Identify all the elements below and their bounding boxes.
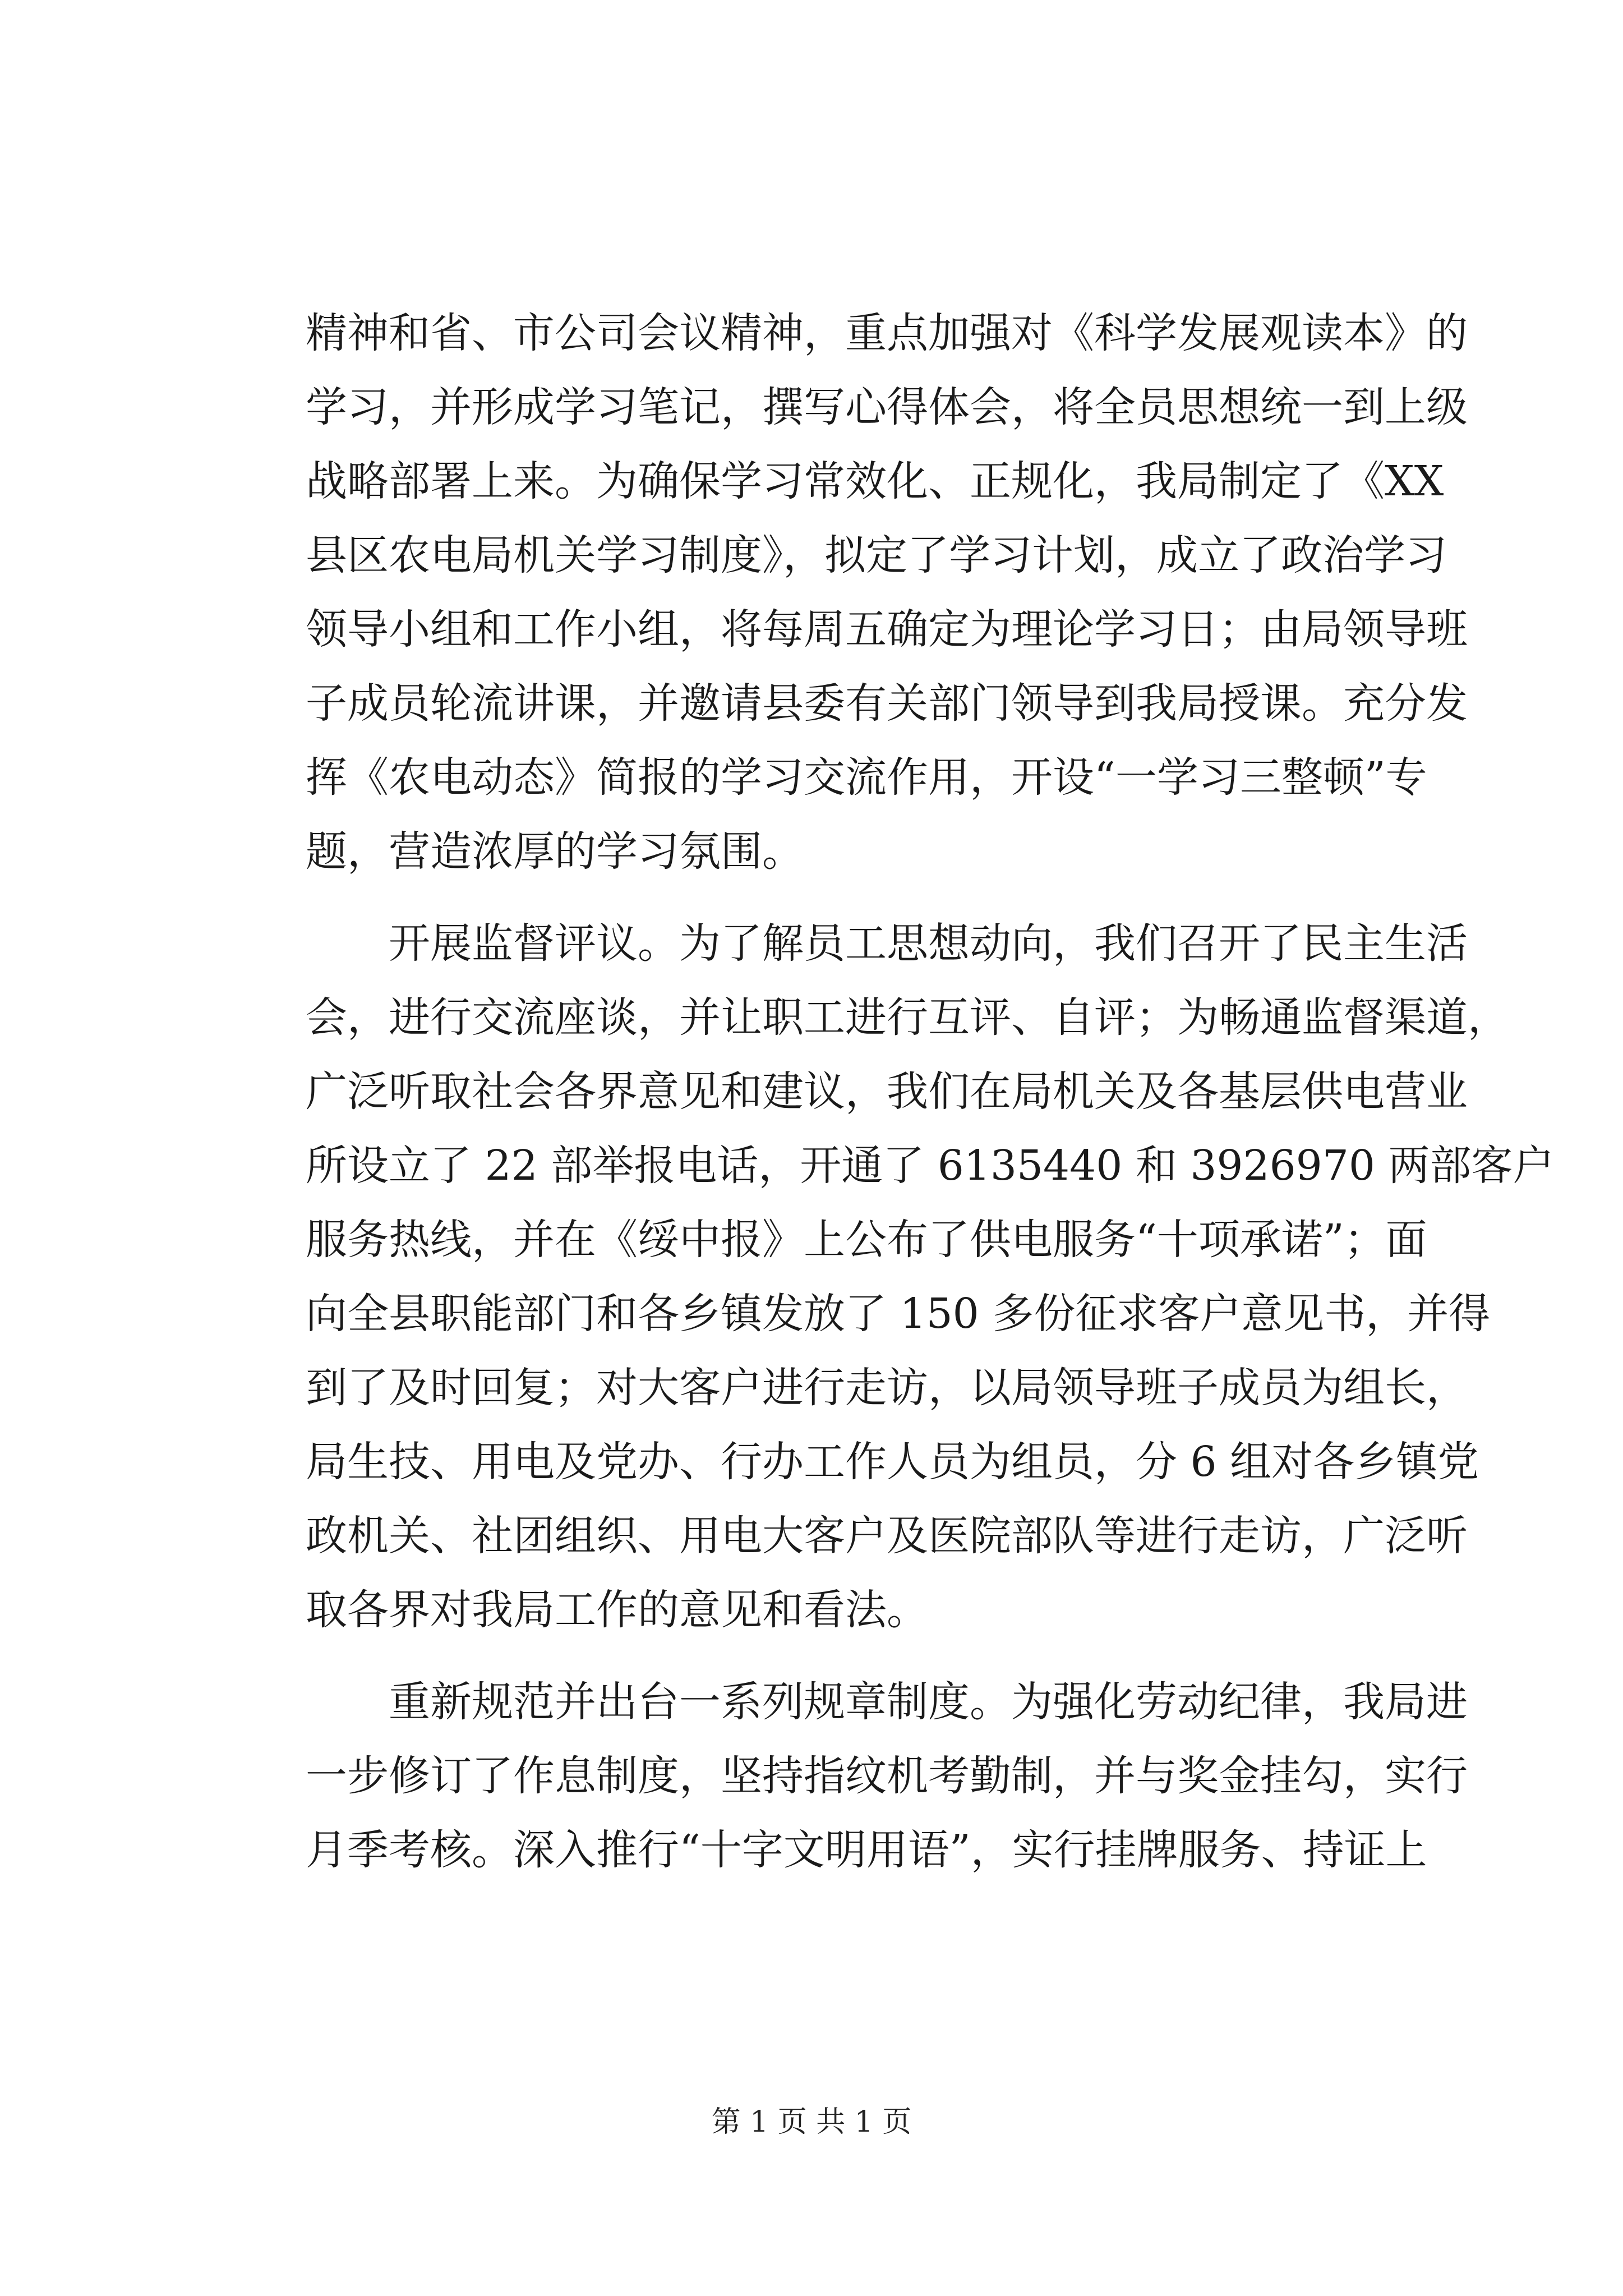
text-line: 学习，并形成学习笔记，撰写心得体会，将全员思想统一到上级: [306, 383, 1468, 431]
text-line: 到了及时回复；对大客户进行走访，以局领导班子成员为组长，: [306, 1364, 1468, 1412]
text-line: 县区农电局机关学习制度》，拟定了学习计划，成立了政治学习: [306, 531, 1447, 579]
text-line: 战略部署上来。为确保学习常效化、正规化，我局制定了《XX: [306, 457, 1444, 505]
page-number-footer: 第 1 页 共 1 页: [711, 2105, 912, 2139]
paragraph-2: [306, 907, 1555, 1647]
text-line: 领导小组和工作小组，将每周五确定为理论学习日；由局领导班: [306, 605, 1468, 654]
document-body: [306, 296, 1555, 1905]
paragraph-3: [306, 1665, 1468, 1887]
text-line: 向全县职能部门和各乡镇发放了 150 多份征求客户意见书，并得: [306, 1290, 1491, 1338]
text-line: 子成员轮流讲课，并邀请县委有关部门领导到我局授课。充分发: [306, 679, 1468, 728]
text-line: 挥《农电动态》简报的学习交流作用，开设“一学习三整顿”专: [306, 753, 1427, 802]
text-line: 开展监督评议。为了解员工思想动向，我们召开了民主生活: [306, 919, 1468, 968]
text-line: 服务热线，并在《绥中报》上公布了供电服务“十项承诺”；面: [306, 1216, 1427, 1264]
text-line: 取各界对我局工作的意见和看法。: [306, 1586, 928, 1634]
text-line: 所设立了 22 部举报电话，开通了 6135440 和 3926970 两部客户: [306, 1142, 1555, 1190]
paragraph-1: [306, 296, 1468, 889]
text-line: 精神和省、市公司会议精神，重点加强对《科学发展观读本》的: [306, 309, 1468, 357]
text-line: 广泛听取社会各界意见和建议，我们在局机关及各基层供电营业: [306, 1068, 1468, 1116]
text-line: 会，进行交流座谈，并让职工进行互评、自评；为畅通监督渠道，: [306, 993, 1509, 1042]
text-line: 政机关、社团组织、用电大客户及医院部队等进行走访，广泛听: [306, 1512, 1468, 1560]
text-line: 月季考核。深入推行“十字文明用语”，实行挂牌服务、持证上: [306, 1826, 1427, 1874]
text-line: 重新规范并出台一系列规章制度。为强化劳动纪律，我局进: [306, 1678, 1468, 1726]
text-line: 题，营造浓厚的学习氛围。: [306, 827, 804, 876]
text-line: 局生技、用电及党办、行办工作人员为组员，分 6 组对各乡镇党: [306, 1438, 1479, 1486]
text-line: 一步修订了作息制度，坚持指纹机考勤制，并与奖金挂勾，实行: [306, 1752, 1468, 1800]
